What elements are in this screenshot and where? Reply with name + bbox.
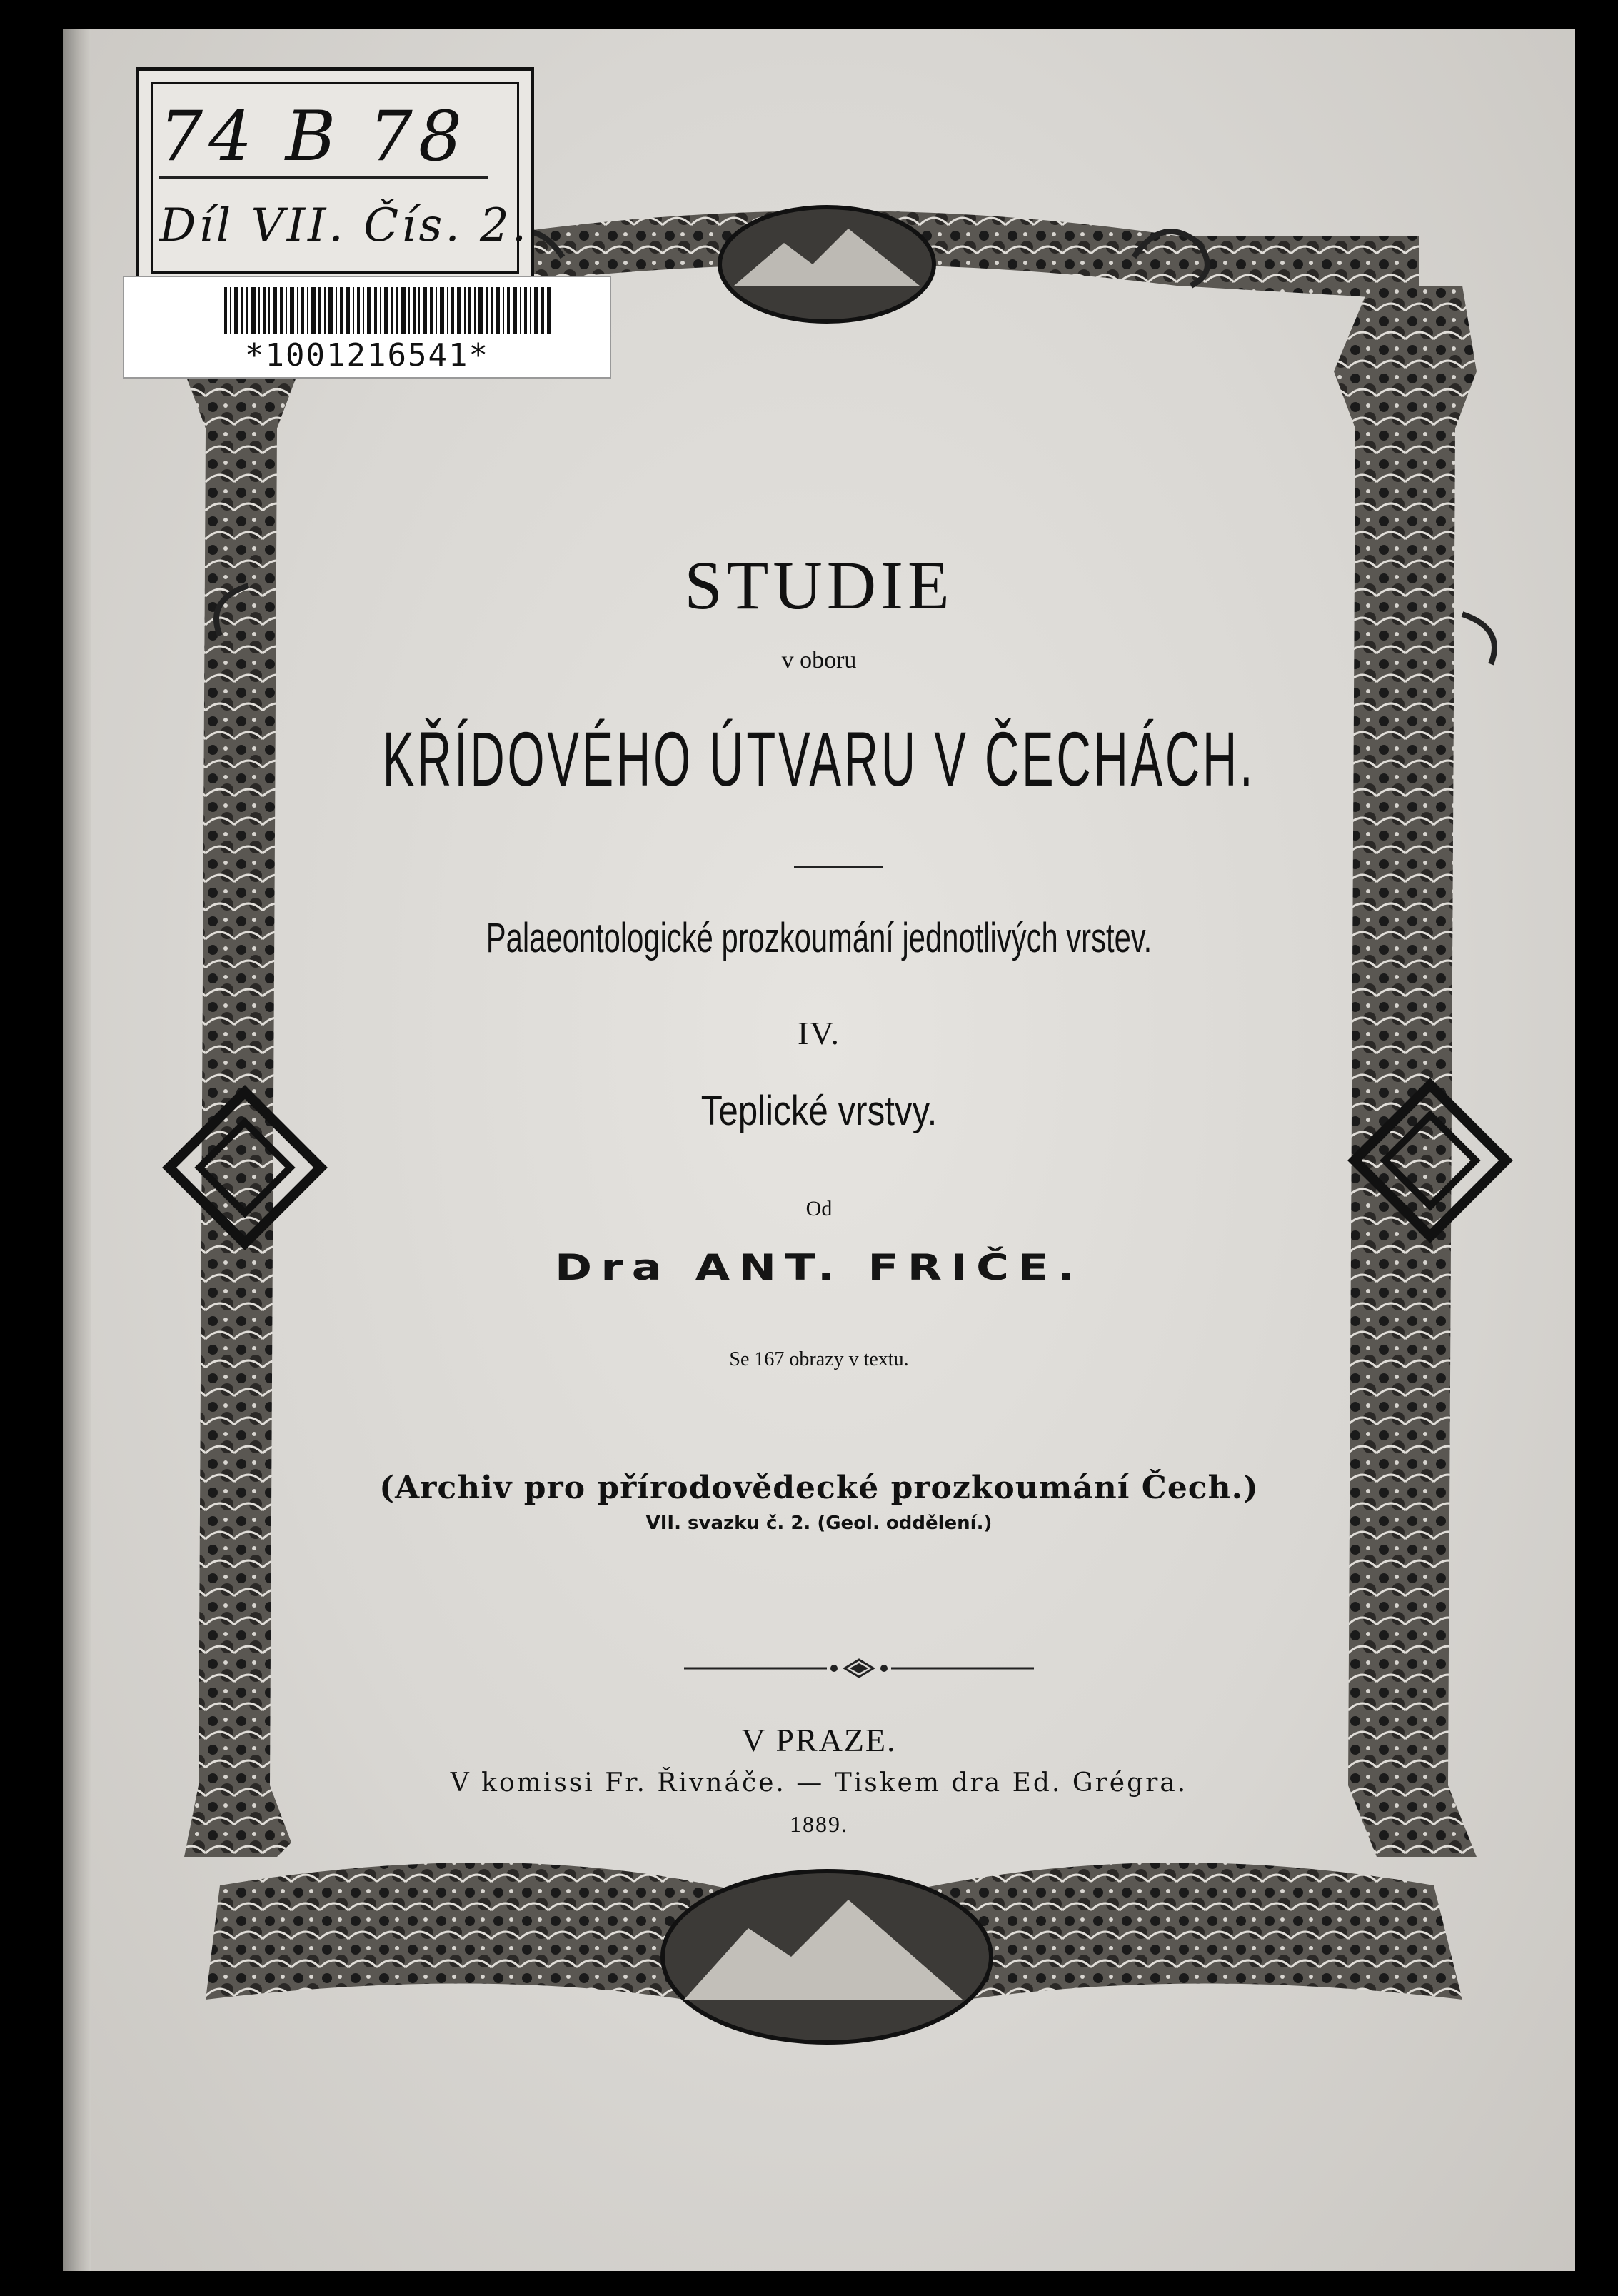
barcode-number: *1001216541*: [245, 337, 489, 374]
volume-number: IV.: [797, 1015, 841, 1051]
title-page: [63, 29, 1575, 2271]
city: V PRAZE.: [741, 1722, 897, 1758]
figures-note: Se 167 obrazy v textu.: [729, 1348, 909, 1370]
author-name: Dra ANT. FRIČE.: [555, 1247, 1083, 1288]
heading-studie: STUDIE: [684, 547, 954, 623]
subtitle: Palaeontologické prozkoumání jednotlivých vrstev.: [486, 915, 1152, 961]
shelf-signature: 74 B 78: [159, 96, 488, 179]
series-detail: VII. svazku č. 2. (Geol. oddělení.): [645, 1513, 993, 1534]
part-title: Teplické vrstvy.: [700, 1088, 938, 1134]
by-text: Od: [805, 1197, 833, 1220]
title-rule: [794, 866, 883, 868]
publication-year: 1889.: [790, 1811, 848, 1837]
frame-right-column: [1334, 286, 1477, 1857]
in-field-text: v oboru: [781, 647, 857, 673]
main-title: KŘÍDOVÉHO ÚTVARU V ČECHÁCH.: [382, 716, 1256, 802]
barcode-label: [123, 276, 611, 379]
ornamental-divider: [684, 1654, 1034, 1683]
publisher-line: V komissi Fr. Řivnáče. — Tiskem dra Ed. Grégra.: [450, 1768, 1188, 1798]
library-shelf-label: [136, 67, 534, 289]
barcode-bars: [224, 287, 553, 334]
volume-signature: Díl VII. Čís. 2.: [159, 199, 530, 252]
series-title: (Archiv pro přírodovědecké prozkoumání Čech.): [379, 1470, 1259, 1506]
